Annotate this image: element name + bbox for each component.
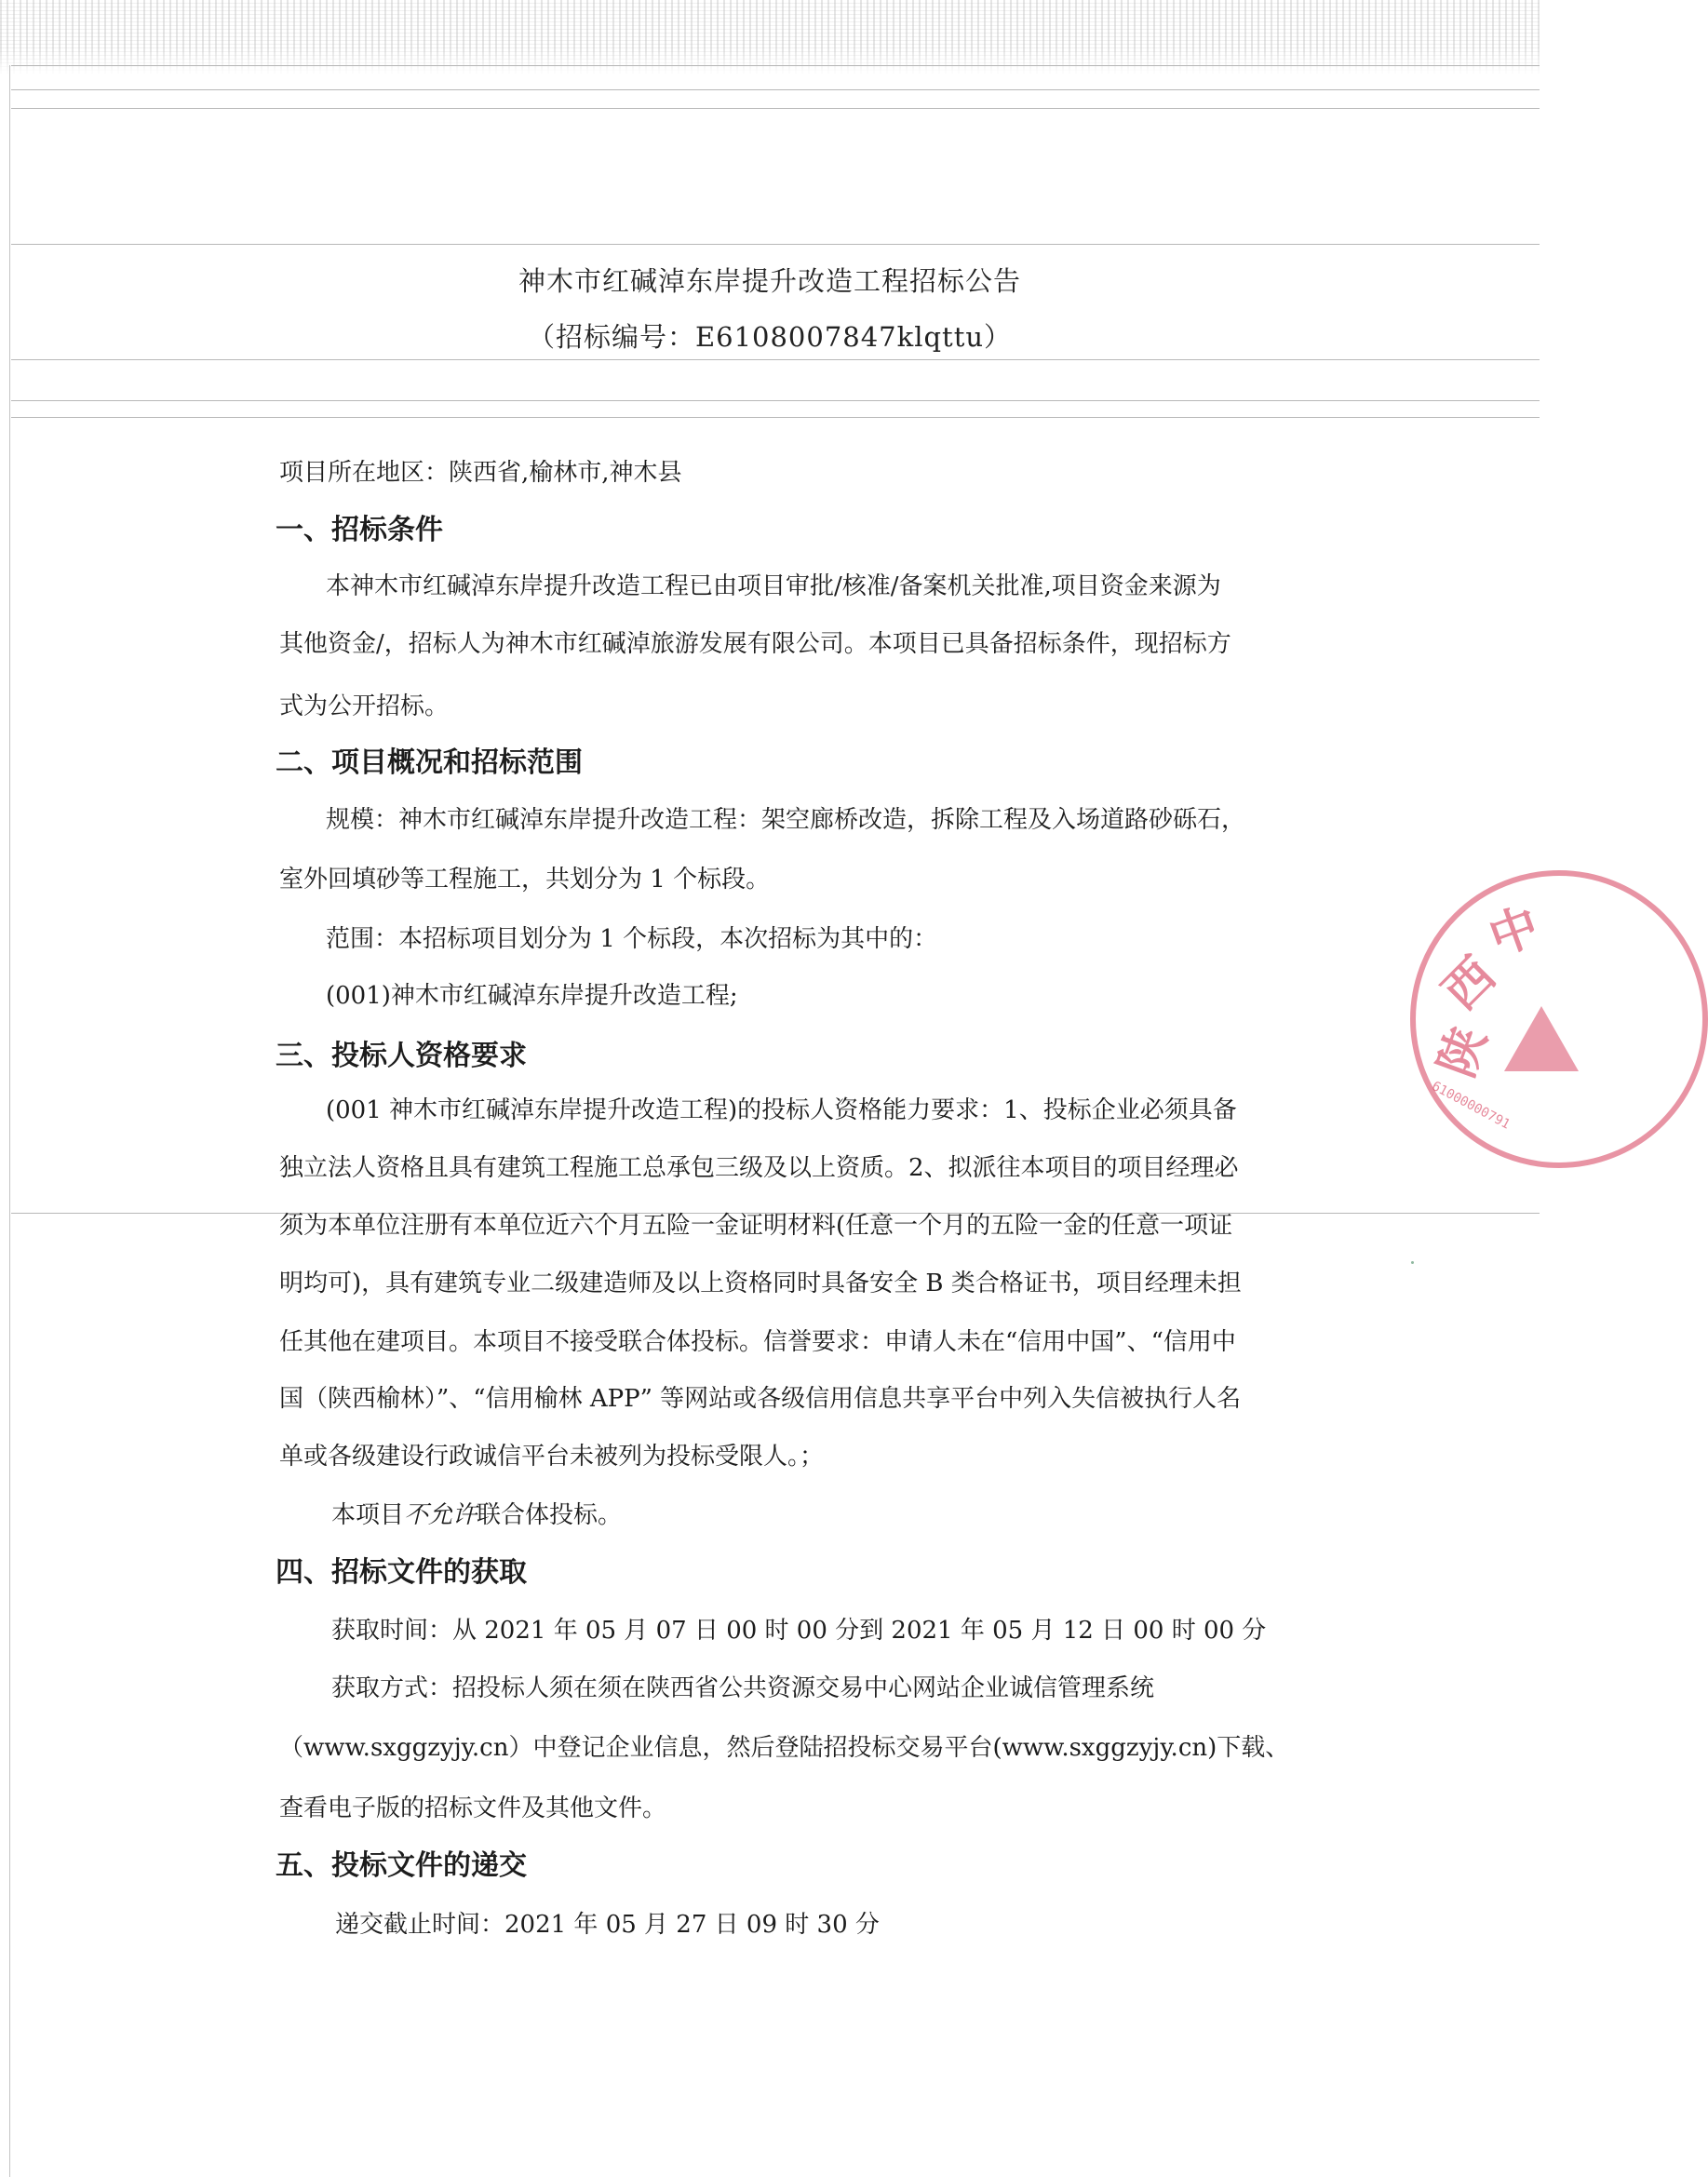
- scan-rule: [11, 65, 1540, 66]
- body-line: (001)神木市红碱淖东岸提升改造工程;: [326, 982, 738, 1010]
- body-line: (001 神木市红碱淖东岸提升改造工程)的投标人资格能力要求：1、投标企业必须具备: [326, 1096, 1237, 1124]
- section-heading: 五、投标文件的递交: [276, 1849, 527, 1882]
- project-region: 项目所在地区：陕西省,榆林市,神木县: [279, 459, 682, 487]
- scan-rule: [11, 400, 1540, 401]
- page-title: 神木市红碱淖东岸提升改造工程招标公告: [518, 265, 1021, 297]
- consortium-line: [331, 1501, 622, 1529]
- body-line: 室外回填砂等工程施工，共划分为 1 个标段。: [279, 866, 771, 894]
- scan-rule: [11, 244, 1540, 245]
- seal-char: 中: [1481, 896, 1547, 967]
- scan-rule: [11, 89, 1540, 90]
- consortium-emphasis: 不允许: [404, 1501, 477, 1529]
- body-line: 本神木市红碱淖东岸提升改造工程已由项目审批/核准/备案机关批准,项目资金来源为: [326, 572, 1221, 600]
- scan-rule: [11, 359, 1540, 360]
- body-line: 范围：本招标项目划分为 1 个标段，本次招标为其中的：: [326, 925, 938, 953]
- consortium-suffix: 联合体投标。: [477, 1501, 623, 1529]
- seal-code: 61000000791: [1429, 1079, 1513, 1133]
- body-line: （www.sxggzyjy.cn）中登记企业信息，然后登陆招投标交易平台(www.sxggzyjy.cn)下载、: [279, 1734, 1290, 1762]
- body-line: 查看电子版的招标文件及其他文件。: [279, 1794, 667, 1822]
- body-line: 国（陕西榆林）”、“信用榆林 APP” 等网站或各级信用信息共享平台中列入失信被执行人名: [279, 1385, 1242, 1413]
- body-line: 独立法人资格且具有建筑工程施工总承包三级及以上资质。2、拟派往本项目的项目经理必: [279, 1154, 1239, 1182]
- body-line: 单或各级建设行政诚信平台未被列为投标受限人。；: [279, 1443, 825, 1471]
- bid-number: （招标编号：E6108007847klqttu）: [527, 321, 1013, 353]
- scan-rule: [11, 417, 1540, 418]
- seal-char: 西: [1432, 947, 1507, 1021]
- scan-edge-noise: [0, 0, 1540, 74]
- section-heading: 三、投标人资格要求: [276, 1040, 527, 1072]
- scan-speck: [1411, 1261, 1414, 1264]
- body-line: 其他资金/，招标人为神木市红碱淖旅游发展有限公司。本项目已具备招标条件，现招标方: [279, 630, 1231, 658]
- body-line: 任其他在建项目。本项目不接受联合体投标。信誉要求：申请人未在“信用中国”、“信用中: [279, 1328, 1236, 1356]
- body-line: 规模：神木市红碱淖东岸提升改造工程：架空廊桥改造，拆除工程及入场道路砂砾石，: [326, 806, 1246, 834]
- seal-star-icon: [1504, 1006, 1579, 1071]
- seal-char: 陕: [1428, 1019, 1499, 1085]
- body-line: 递交截止时间：2021 年 05 月 27 日 09 时 30 分: [335, 1911, 880, 1939]
- section-heading: 二、项目概况和招标范围: [276, 746, 583, 779]
- scan-margin-line: [9, 65, 10, 2177]
- section-heading: 一、招标条件: [276, 514, 443, 546]
- scan-rule: [11, 108, 1540, 109]
- section-heading: 四、招标文件的获取: [276, 1556, 527, 1589]
- consortium-prefix: 本项目: [331, 1501, 405, 1529]
- body-line: 明均可)，具有建筑专业二级建造师及以上资格同时具备安全 B 类合格证书，项目经理未担: [279, 1270, 1242, 1297]
- company-seal: [1410, 870, 1708, 1168]
- body-line: 式为公开招标。: [279, 692, 450, 720]
- body-line: 获取方式：招投标人须在须在陕西省公共资源交易中心网站企业诚信管理系统: [331, 1674, 1155, 1702]
- body-line: 获取时间：从 2021 年 05 月 07 日 00 时 00 分到 2021 年 05 月 12 日 00 时 00 分: [331, 1617, 1267, 1645]
- body-line: 须为本单位注册有本单位近六个月五险一金证明材料(任意一个月的五险一金的任意一项证: [279, 1212, 1233, 1240]
